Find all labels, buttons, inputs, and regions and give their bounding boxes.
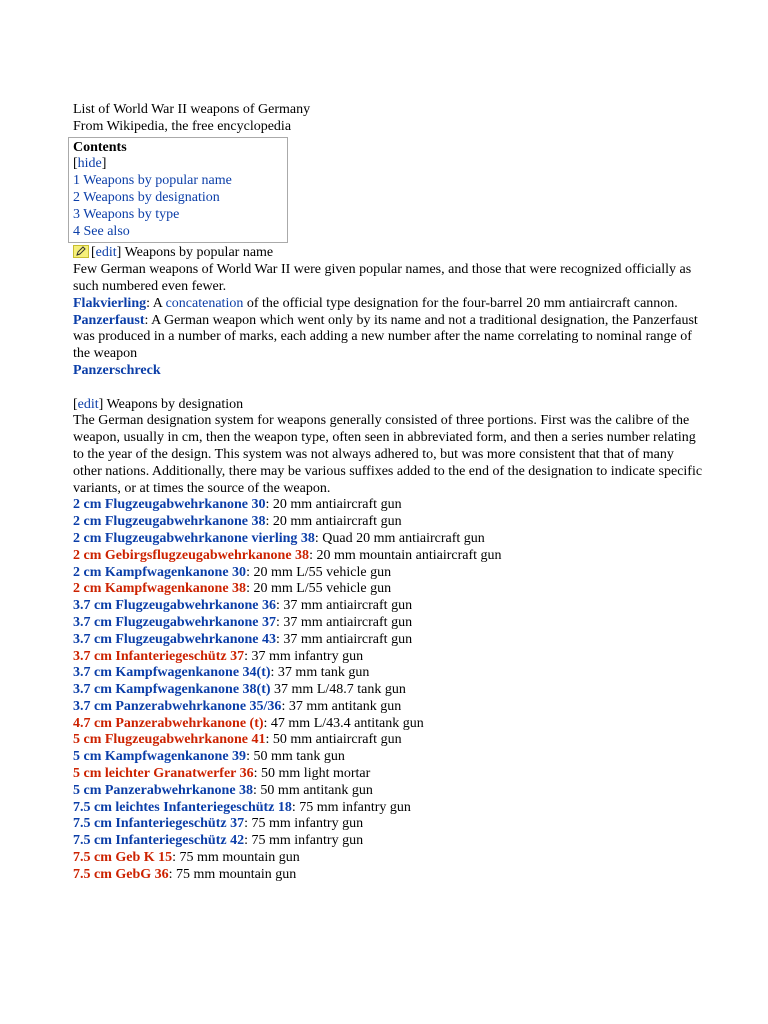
edit-bracket-close: ] [116, 245, 122, 261]
weapon-description: : 20 mm mountain antiaircraft gun [309, 547, 502, 563]
weapon-link[interactable]: 3.7 cm Kampfwagenkanone 38(t) [73, 682, 271, 698]
section-heading-popular-name [73, 245, 703, 262]
list-item [73, 766, 703, 783]
toc-item-popular-name[interactable]: 1 Weapons by popular name [73, 173, 232, 189]
weapon-description: : 20 mm L/55 vehicle gun [246, 564, 392, 580]
list-item [73, 548, 703, 565]
toc-hide-bracket-close: ] [101, 156, 107, 172]
weapon-link[interactable]: 2 cm Flugzeugabwehrkanone 30 [73, 497, 266, 513]
list-item [73, 716, 703, 733]
spacer [73, 380, 703, 397]
panzerfaust-text: : A German weapon which went only by its name and not a traditional designation, the Panzerfaust was produced in a number of marks, each adding a new number after the name correlating to nominal range of the weapon [73, 312, 698, 362]
weapon-description: : 50 mm antitank gun [253, 782, 373, 798]
list-item [73, 850, 703, 867]
edit-link-popular-name[interactable]: edit [95, 245, 117, 261]
weapon-link[interactable]: 3.7 cm Panzerabwehrkanone 35/36 [73, 698, 282, 714]
weapon-link[interactable]: 7.5 cm Infanteriegeschütz 37 [73, 816, 245, 832]
popular-name-intro: Few German weapons of World War II were given popular names, and those that were recognized officially as such numbered even fewer. [73, 262, 692, 294]
list-item [73, 615, 703, 632]
weapon-description: : 75 mm infantry gun [244, 833, 364, 849]
weapon-link[interactable]: 5 cm Panzerabwehrkanone 38 [73, 782, 254, 798]
list-item [73, 514, 703, 531]
panzerfaust-link[interactable]: Panzerfaust [73, 312, 145, 328]
toc-hide-link[interactable]: hide [77, 156, 102, 172]
weapon-link[interactable]: 4.7 cm Panzerabwehrkanone (t) [73, 715, 264, 731]
list-item [73, 816, 703, 833]
concatenation-link[interactable]: concatenation [165, 295, 244, 311]
weapon-link[interactable]: 7.5 cm leichtes Infanteriegeschütz 18 [73, 799, 292, 815]
weapon-description: : Quad 20 mm antiaircraft gun [314, 530, 485, 546]
list-item [73, 699, 703, 716]
panzerfaust-entry [73, 313, 703, 363]
list-item [73, 581, 703, 598]
flakvierling-text-a: : A [146, 295, 166, 311]
list-item [73, 649, 703, 666]
section-heading-designation [73, 397, 703, 414]
weapon-description: : 50 mm antiaircraft gun [265, 732, 402, 748]
designation-intro: The German designation system for weapons generally consisted of three portions. First was the calibre of the weapon, usually in cm, then the weapon type, often seen in abbreviated form, and then a series number relating to the year of the design. This system was not always adhered to, but was more consistent that that of many other nations. Additionally, there may be various suffixes added to the end of the designation to indicate specific variants, or at times the source of the weapon. [73, 413, 703, 496]
edit-bracket-open: [ [73, 396, 78, 412]
weapon-description: : 37 mm tank gun [270, 665, 370, 681]
weapon-link[interactable]: 5 cm Kampfwagenkanone 39 [73, 749, 247, 765]
list-item [73, 565, 703, 582]
weapon-link[interactable]: 7.5 cm Geb K 15 [73, 850, 173, 866]
flakvierling-entry [73, 296, 703, 313]
weapon-description: : 75 mm infantry gun [291, 799, 411, 815]
panzerschreck-link[interactable]: Panzerschreck [73, 362, 161, 378]
weapon-link[interactable]: 3.7 cm Infanteriegeschütz 37 [73, 648, 245, 664]
weapon-link[interactable]: 3.7 cm Kampfwagenkanone 34(t) [73, 665, 271, 681]
pencil-icon[interactable] [73, 245, 89, 258]
flakvierling-text-b: of the official type designation for the four-barrel 20 mm antiaircraft cannon. [243, 295, 678, 311]
list-item [73, 531, 703, 548]
section-title-designation: Weapons by designation [103, 396, 244, 412]
designation-list [73, 497, 703, 883]
weapon-description: : 37 mm antitank gun [281, 698, 402, 714]
weapon-description: : 20 mm antiaircraft gun [265, 497, 402, 513]
list-item [73, 682, 703, 699]
list-item [73, 783, 703, 800]
edit-bracket-open: [ [91, 245, 96, 261]
weapon-link[interactable]: 2 cm Gebirgsflugzeugabwehrkanone 38 [73, 547, 310, 563]
flakvierling-link[interactable]: Flakvierling [73, 295, 147, 311]
weapon-description: : 37 mm antiaircraft gun [276, 631, 413, 647]
weapon-description: : 50 mm light mortar [253, 766, 371, 782]
weapon-description: : 75 mm infantry gun [244, 816, 364, 832]
weapon-description: : 37 mm antiaircraft gun [276, 614, 413, 630]
toc-item-see-also[interactable]: 4 See also [73, 223, 130, 239]
weapon-link[interactable]: 2 cm Flugzeugabwehrkanone 38 [73, 514, 266, 530]
toc-item-type[interactable]: 3 Weapons by type [73, 206, 180, 222]
weapon-description: : 37 mm antiaircraft gun [276, 598, 413, 614]
table-of-contents [68, 137, 288, 244]
weapon-description: : 20 mm antiaircraft gun [265, 514, 402, 530]
list-item [73, 749, 703, 766]
weapon-description: : 75 mm mountain gun [168, 866, 297, 882]
list-item [73, 867, 703, 884]
weapon-description: : 20 mm L/55 vehicle gun [246, 581, 392, 597]
weapon-description: : 50 mm tank gun [246, 749, 345, 765]
list-item [73, 632, 703, 649]
weapon-link[interactable]: 5 cm leichter Granatwerfer 36 [73, 766, 254, 782]
weapon-link[interactable]: 5 cm Flugzeugabwehrkanone 41 [73, 732, 266, 748]
page-title: List of World War II weapons of Germany [73, 102, 311, 117]
toc-hide-bracket-open: [ [73, 156, 78, 172]
list-item [73, 598, 703, 615]
toc-item-designation[interactable]: 2 Weapons by designation [73, 189, 220, 205]
list-item [73, 497, 703, 514]
weapon-link[interactable]: 3.7 cm Flugzeugabwehrkanone 43 [73, 631, 276, 647]
weapon-description: 37 mm L/48.7 tank gun [270, 682, 406, 698]
page-subtitle: From Wikipedia, the free encyclopedia [73, 118, 292, 134]
list-item [73, 665, 703, 682]
weapon-link[interactable]: 7.5 cm Infanteriegeschütz 42 [73, 833, 245, 849]
list-item [73, 732, 703, 749]
toc-hide-toggle [73, 156, 287, 173]
weapon-description: : 47 mm L/43.4 antitank gun [263, 715, 424, 731]
weapon-link[interactable]: 2 cm Kampfwagenkanone 38 [73, 581, 247, 597]
weapon-description: : 37 mm infantry gun [244, 648, 364, 664]
weapon-description: : 75 mm mountain gun [172, 850, 300, 866]
list-item [73, 800, 703, 817]
edit-bracket-close: ] [98, 396, 104, 412]
weapon-link[interactable]: 2 cm Flugzeugabwehrkanone vierling 38 [73, 530, 315, 546]
edit-link-designation[interactable]: edit [77, 396, 99, 412]
section-title-popular-name: Weapons by popular name [121, 245, 274, 261]
weapon-link[interactable]: 2 cm Kampfwagenkanone 30 [73, 564, 247, 580]
weapon-link[interactable]: 7.5 cm GebG 36 [73, 866, 169, 882]
toc-title: Contents [73, 139, 127, 155]
article-body [73, 102, 703, 884]
weapon-link[interactable]: 3.7 cm Flugzeugabwehrkanone 36 [73, 598, 276, 614]
weapon-link[interactable]: 3.7 cm Flugzeugabwehrkanone 37 [73, 614, 276, 630]
list-item [73, 833, 703, 850]
